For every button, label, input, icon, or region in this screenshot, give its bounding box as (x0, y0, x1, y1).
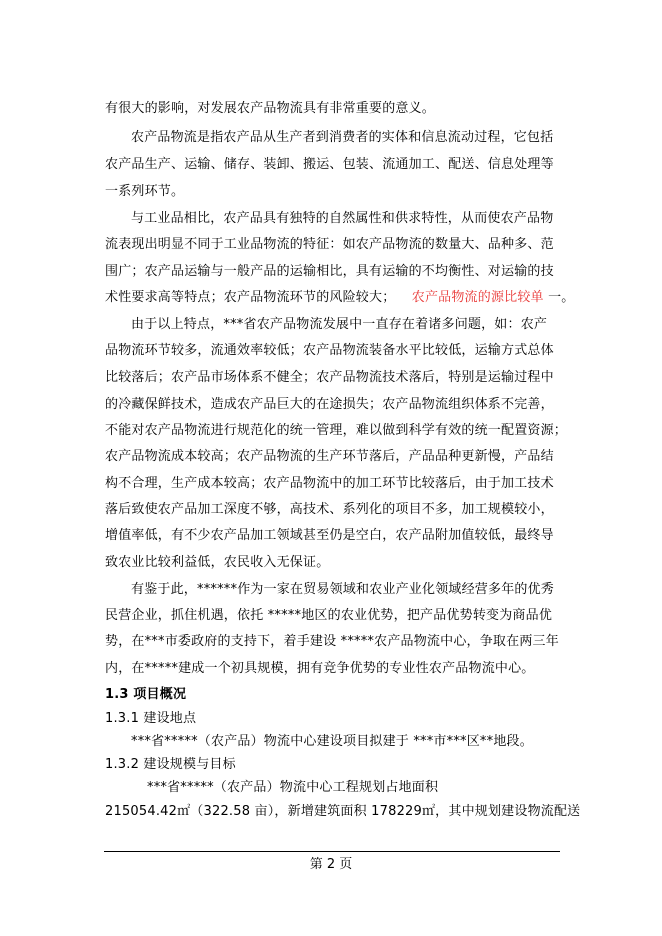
body-line: 215054.42㎡（322.58 亩），新增建筑面积 178229㎡，其中规划建设物流配送 (105, 804, 581, 819)
footer-prefix: 第 (309, 857, 323, 872)
body-line: ***省*****（农产品）物流中心建设项目拟建于 ***市***区**地段。 (131, 734, 533, 749)
body-line: 落后致使农产品加工深度不够，高技术、系列化的项目不多，加工规模较小， (105, 502, 554, 517)
body-line-segment: 一。 (548, 290, 575, 305)
body-line: 比较落后；农产品市场体系不健全；农产品物流技术落后，特别是运输过程中 (105, 370, 554, 385)
body-line-segment: 术性要求高等特点；农产品物流环节的风险较大； (105, 290, 396, 305)
subsection-heading: 1.3.2 建设规模与目标 (105, 757, 236, 772)
body-line: 农产品物流成本较高；农产品物流的生产环节落后，产品品种更新慢，产品结 (105, 449, 554, 464)
body-line: 不能对农产品物流进行规范化的统一管理，难以做到科学有效的统一配置资源； (105, 423, 568, 438)
highlighted-text: 农产品物流的源比较单 (411, 290, 544, 305)
page-footer (0, 856, 662, 874)
body-line: 的冷藏保鲜技术，造成农产品巨大的在途损失；农产品物流组织体系不完善， (105, 397, 554, 412)
body-line-mixed (105, 289, 575, 307)
body-line: 流表现出明显不同于工业品物流的特征：如农产品物流的数量大、品种多、范 (105, 237, 554, 252)
body-line: 围广；农产品运输与一般产品的运输相比，具有运输的不均衡性、对运输的技 (105, 264, 554, 279)
page-number: 2 (326, 857, 336, 872)
body-line: 民营企业，抓住机遇，依托 *****地区的农业优势，把产品优势转变为商品优 (105, 608, 553, 623)
body-line: 构不合理，生产成本较高；农产品物流中的加工环节比较落后，由于加工技术 (105, 476, 554, 491)
footer-divider (104, 851, 560, 852)
body-line: 有鉴于此，******作为一家在贸易领域和农业产业化领域经营多年的优秀 (131, 582, 555, 597)
body-line: 由于以上特点，***省农产品物流发展中一直存在着诸多问题，如：农产 (131, 317, 548, 332)
body-line: ***省*****（农产品）物流中心工程规划占地面积 (147, 780, 439, 795)
body-line: 农产品物流是指农产品从生产者到消费者的实体和信息流动过程，它包括 (131, 130, 554, 145)
body-line: 内，在*****建成一个初具规模，拥有竞争优势的专业性农产品物流中心。 (105, 661, 535, 676)
body-line: 一系列环节。 (105, 184, 185, 199)
body-line: 势，在***市委政府的支持下，着手建设 *****农产品物流中心，争取在两三年 (105, 634, 559, 649)
body-line: 有很大的影响，对发展农产品物流具有非常重要的意义。 (105, 101, 436, 116)
body-line: 品物流环节较多，流通效率较低；农产品物流装备水平比较低，运输方式总体 (105, 343, 554, 358)
body-line: 与工业品相比，农产品具有独特的自然属性和供求特性，从而使农产品物 (131, 211, 554, 226)
subsection-heading: 1.3.1 建设地点 (105, 711, 197, 726)
body-line: 增值率低，有不少农产品加工领域甚至仍是空白，农产品附加值较低，最终导 (105, 528, 554, 543)
footer-suffix: 页 (339, 857, 353, 872)
section-heading: 1.3 项目概况 (105, 687, 187, 702)
body-line: 农产品生产、运输、储存、装卸、搬运、包装、流通加工、配送、信息处理等 (105, 157, 554, 172)
body-line: 致农业比较利益低，农民收入无保证。 (105, 555, 330, 570)
